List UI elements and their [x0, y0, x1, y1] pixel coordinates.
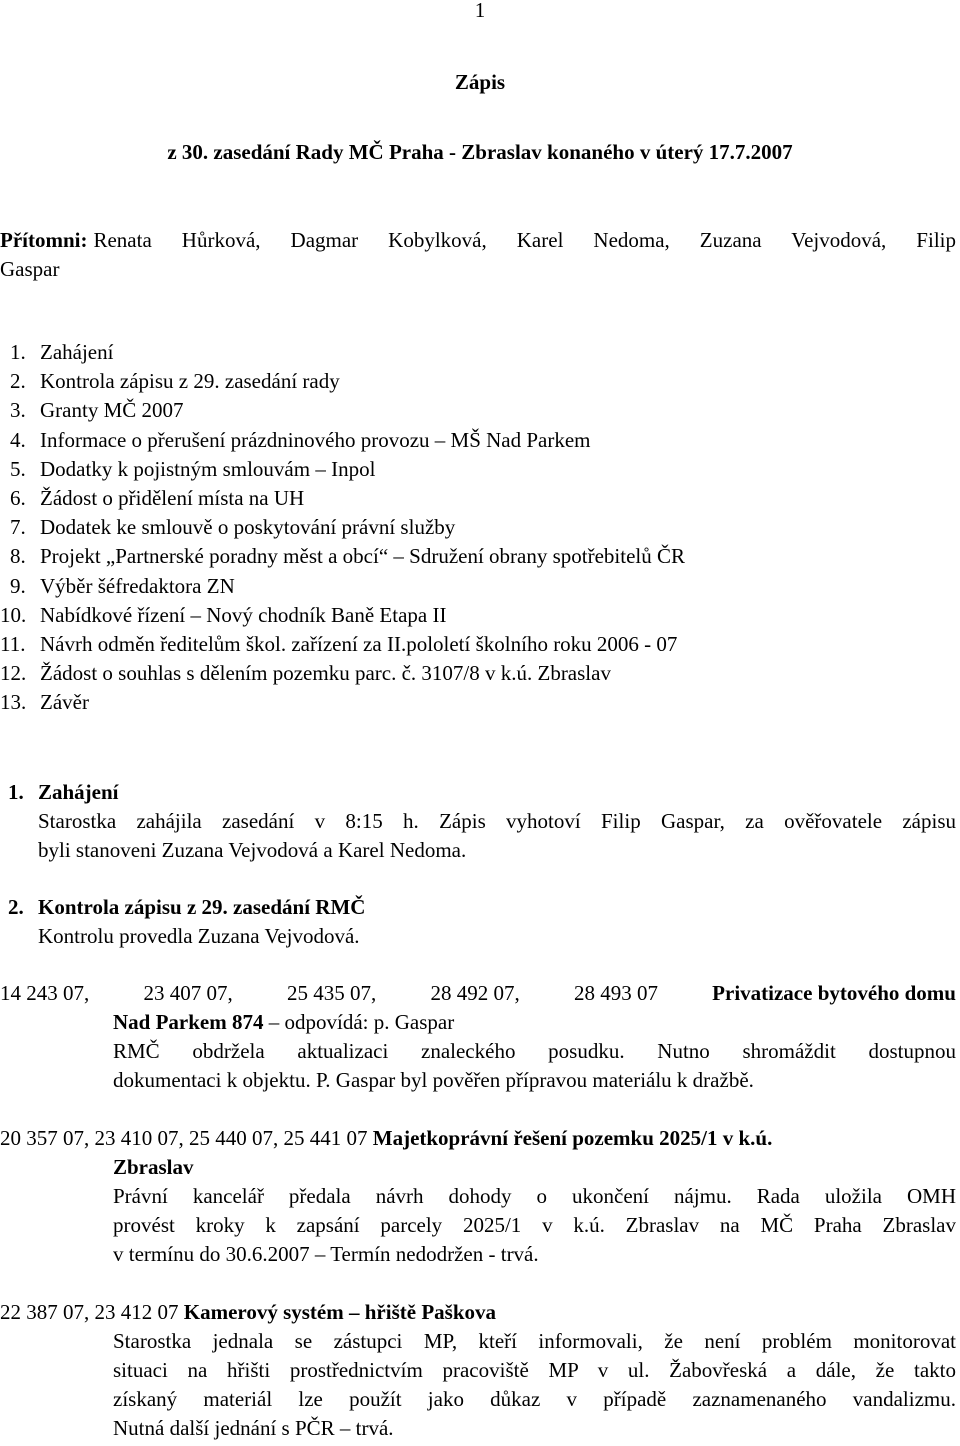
agenda-item-number: 11. — [0, 631, 26, 656]
task-ref: 23 407 07, — [143, 981, 233, 1005]
agenda-item-number: 5. — [10, 456, 26, 481]
agenda-item-text: Kontrola zápisu z 29. zasedání rady — [40, 369, 340, 394]
agenda-item-number: 1. — [10, 340, 26, 364]
agenda-item-number: 10. — [0, 602, 27, 627]
task-item — [0, 1124, 956, 1269]
agenda-item — [0, 542, 685, 571]
section-number: 2. — [8, 895, 24, 919]
document-title: Zápis — [454, 70, 506, 94]
agenda-item-text: Dodatek ke smlouvě o poskytování právní služby — [40, 515, 456, 540]
agenda-item-text: Návrh odměn ředitelům škol. zařízení za II.pololetí školního roku 2006 - 07 — [40, 631, 678, 656]
agenda-item-text: Závěr — [40, 690, 89, 715]
agenda-item — [0, 484, 685, 513]
task-ref: 28 493 07 — [573, 981, 658, 1005]
agenda-item-number: 4. — [10, 427, 26, 452]
task-title-cont: Zbraslav — [113, 1155, 194, 1179]
task-ref: 28 492 07, — [430, 981, 520, 1005]
task-body-line: v termínu do 30.6.2007 – Termín nedodržen - trvá. — [113, 1242, 539, 1266]
section-heading — [0, 893, 956, 922]
agenda-item-text: Granty MČ 2007 — [40, 398, 184, 423]
agenda-item-text: Zahájení — [40, 340, 114, 364]
agenda-item-number: 12. — [0, 661, 27, 686]
agenda-item-number: 3. — [10, 398, 26, 423]
task-body-line: Nutná další jednání s PČR – trvá. — [113, 1416, 394, 1440]
agenda-item — [0, 572, 685, 601]
agenda-item-text: Dodatky k pojistným smlouvám – Inpol — [40, 456, 376, 481]
section-number: 1. — [8, 780, 24, 804]
agenda-item-text: Žádost o souhlas s dělením pozemku parc. č. 3107/8 v k.ú. Zbraslav — [40, 661, 611, 686]
task-title: Privatizace bytového domu — [712, 981, 956, 1005]
task-responsible: – odpovídá: p. Gaspar — [268, 1010, 455, 1034]
task-ref: 14 243 07, — [0, 981, 90, 1005]
task-item-header — [0, 1298, 956, 1327]
section-body-line: Starostka zahájila zasedání v 8:15 h. Zápis vyhotoví Filip Gaspar, za ověřovatele zápisu — [38, 809, 956, 833]
agenda-item-text: Žádost o přidělení místa na UH — [40, 485, 305, 510]
agenda-item — [0, 455, 685, 484]
document-subtitle: z 30. zasedání Rady MČ Praha - Zbraslav konaného v úterý 17.7.2007 — [167, 140, 793, 164]
task-body — [0, 1008, 956, 1095]
task-body-line: provést kroky k zapsání parcely 2025/1 v k.ú. Zbraslav na MČ Praha Zbraslav — [113, 1213, 956, 1237]
task-body-line: získaný materiál lze použít jako důkaz v případě zaznamenaného vandalizmu. — [113, 1387, 956, 1411]
agenda-item-number: 2. — [10, 369, 26, 394]
agenda-item — [0, 659, 685, 688]
task-title: Majetkoprávní řešení pozemku 2025/1 v k.ú. — [372, 1126, 773, 1150]
agenda-item — [0, 426, 685, 455]
attendees-names-line2: Gaspar — [0, 257, 60, 281]
task-item — [0, 979, 956, 1095]
agenda-item — [0, 338, 685, 367]
section-title: Zahájení — [38, 780, 119, 804]
agenda-item-number: 8. — [10, 544, 26, 569]
task-title: Kamerový systém – hřiště Paškova — [183, 1300, 496, 1324]
task-body-line: Právní kancelář předala návrh dohody o ukončení nájmu. Rada uložila OMH — [113, 1184, 956, 1208]
attendees-names-line1: Renata Hůrková, Dagmar Kobylková, Karel Nedoma, Zuzana Vejvodová, Filip — [93, 228, 956, 252]
agenda-item-text: Informace o přerušení prázdninového provozu – MŠ Nad Parkem — [40, 427, 591, 452]
agenda-item — [0, 513, 685, 542]
section-title: Kontrola zápisu z 29. zasedání RMČ — [38, 895, 366, 919]
task-body — [0, 1153, 956, 1269]
agenda-list — [0, 338, 685, 717]
agenda-item-number: 6. — [10, 485, 26, 510]
task-ref: 20 357 07, 23 410 07, 25 440 07, 25 441 07 — [0, 1126, 368, 1150]
attendees — [0, 226, 956, 284]
task-ref: 25 435 07, — [286, 981, 377, 1005]
section-heading — [0, 778, 956, 807]
attendees-label: Přítomni: — [0, 228, 88, 252]
section-body-line: byli stanoveni Zuzana Vejvodová a Karel Nedoma. — [38, 838, 467, 862]
section-minutes-check — [0, 893, 956, 951]
page-number: 1 — [474, 0, 486, 22]
agenda-item-text: Nabídkové řízení – Nový chodník Baně Etapa II — [40, 602, 447, 627]
agenda-item-number: 9. — [10, 573, 26, 598]
task-body — [0, 1327, 956, 1443]
task-body-line: situaci na hřišti prostřednictvím pracoviště MP v ul. Žabovřeská a dále, že takto — [113, 1358, 956, 1382]
task-title-cont: Nad Parkem 874 — [113, 1010, 264, 1034]
task-item-header — [0, 1124, 956, 1153]
task-item-header — [0, 979, 956, 1008]
task-ref: 22 387 07, 23 412 07 — [0, 1300, 179, 1324]
agenda-item-text: Projekt „Partnerské poradny měst a obcí“ – Sdružení obrany spotřebitelů ČR — [40, 544, 686, 569]
agenda-item-number: 13. — [0, 690, 27, 715]
agenda-item-number: 7. — [10, 515, 26, 540]
agenda-item — [0, 601, 685, 630]
section-body — [0, 807, 956, 865]
section-opening — [0, 778, 956, 865]
agenda-item — [0, 630, 685, 659]
task-item — [0, 1298, 956, 1443]
agenda-item-text: Výběr šéfredaktora ZN — [40, 573, 235, 598]
task-body-line: Starostka jednala se zástupci MP, kteří informovali, že není problém monitorovat — [113, 1329, 956, 1353]
agenda-item — [0, 396, 685, 425]
section-body: Kontrolu provedla Zuzana Vejvodová. — [38, 924, 360, 948]
task-body-line: RMČ obdržela aktualizaci znaleckého posudku. Nutno shromáždit dostupnou — [113, 1039, 956, 1063]
agenda-item — [0, 367, 685, 396]
agenda-item — [0, 688, 685, 717]
task-body-line: dokumentaci k objektu. P. Gaspar byl pověřen přípravou materiálu k dražbě. — [113, 1068, 754, 1092]
